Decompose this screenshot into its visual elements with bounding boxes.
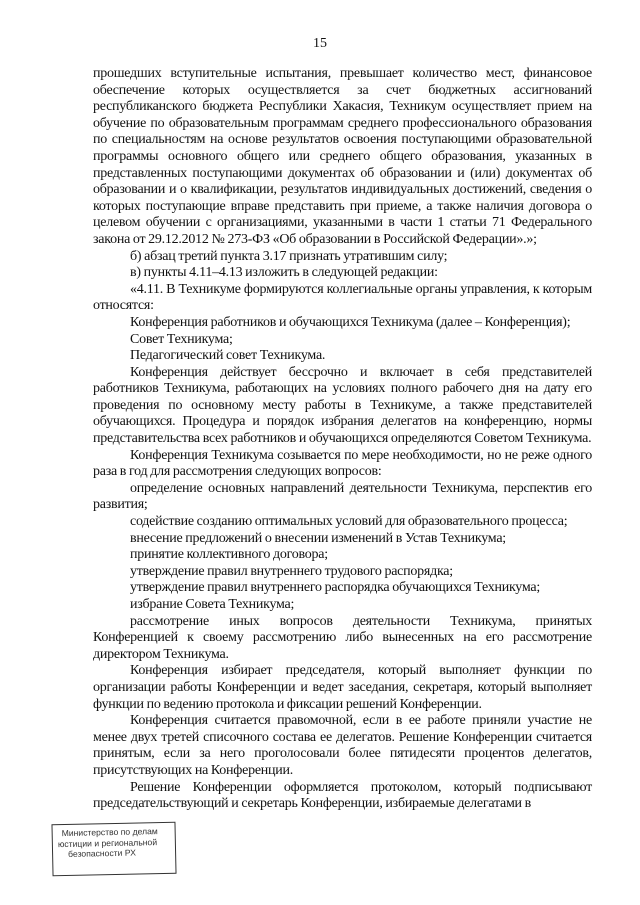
paragraph: утверждение правил внутреннего трудового распорядка; <box>130 563 453 579</box>
paragraph: Решение Конференции оформляется протоколом, который подписывают председательствующий и секретарь Конференции, избираемые делегатами в <box>93 779 592 812</box>
paragraph: Конференция действует бессрочно и включает в себя представителей работников Техникума, работающих на условиях полного рабочего дня на дату его проведения по основному месту работы в Техникуме, а также представителей обучающихся. Процедура и порядок избрания делегатов на конференцию, нормы представительства всех работников и обучающихся определяются Советом Техникума. <box>93 364 592 447</box>
paragraph: Конференция избирает председателя, который выполняет функции по организации работы Конференции и ведет заседания, секретаря, который выполняет функции по ведению протокола и фиксации решений Конференции. <box>93 663 592 712</box>
paragraph: утверждение правил внутреннего распорядка обучающихся Техникума; <box>130 580 540 596</box>
paragraph: Конференция Техникума созывается по мере необходимости, но не реже одного раза в год для рассмотрения следующих вопросов: <box>93 447 592 480</box>
paragraph: Конференция считается правомочной, если в ее работе приняли участие не менее двух третей списочного состава ее делегатов. Решение Конференции считается принятым, если за него проголосовали более пятидесяти процентов делегатов, присутствующих на Конференции. <box>93 713 592 778</box>
stamp-line-1: Министерство по делам <box>61 826 158 839</box>
paragraph: внесение предложений о внесении изменений в Устав Техникума; <box>130 530 506 546</box>
stamp-line-3: безопасности РХ <box>67 847 136 859</box>
registration-stamp <box>51 822 176 877</box>
stamp-line-2: юстиции и региональной <box>57 836 158 849</box>
paragraph: Конференция работников и обучающихся Техникума (далее – Конференция); <box>130 314 571 330</box>
paragraph: прошедших вступительные испытания, превышает количество мест, финансовое обеспечение которых осуществляется за счет бюджетных ассигнований республиканского бюджета Республики Хакасия, Техникум осуществляет прием на обучение по образовательным программам среднего профессионального образования по специальностям на основе результатов освоения поступающими образовательной программы основного общего или среднего общего образования, указанных в представленных поступающими документах об образовании и (или) документах об образовании и о квалификации, результатов индивидуальных достижений, сведения о которых поступающие вправе представить при приеме, а также наличия договора о целевом обучении с организациями, указанными в части 1 статьи 71 Федерального закона от 29.12.2012 № 273-ФЗ «Об образовании в Российской Федерации».»; <box>93 66 592 247</box>
paragraph: в) пункты 4.11–4.13 изложить в следующей редакции: <box>130 265 438 281</box>
paragraph: определение основных направлений деятельности Техникума, перспектив его развития; <box>93 480 592 513</box>
paragraph: принятие коллективного договора; <box>130 547 328 563</box>
paragraph: «4.11. В Техникуме формируются коллегиальные органы управления, к которым относятся: <box>93 281 592 314</box>
paragraph: Совет Техникума; <box>130 331 233 347</box>
paragraph: рассмотрение иных вопросов деятельности Техникума, принятых Конференцией к своему рассмотрению либо вынесенных на его рассмотрение директором Техникума. <box>93 613 592 662</box>
paragraph: б) абзац третий пункта 3.17 признать утратившим силу; <box>130 248 448 264</box>
page-number: 15 <box>313 36 327 51</box>
paragraph: содействие созданию оптимальных условий для образовательного процесса; <box>130 514 568 530</box>
document-body <box>93 66 592 813</box>
paragraph: Педагогический совет Техникума. <box>130 348 326 364</box>
paragraph: избрание Совета Техникума; <box>130 597 295 612</box>
